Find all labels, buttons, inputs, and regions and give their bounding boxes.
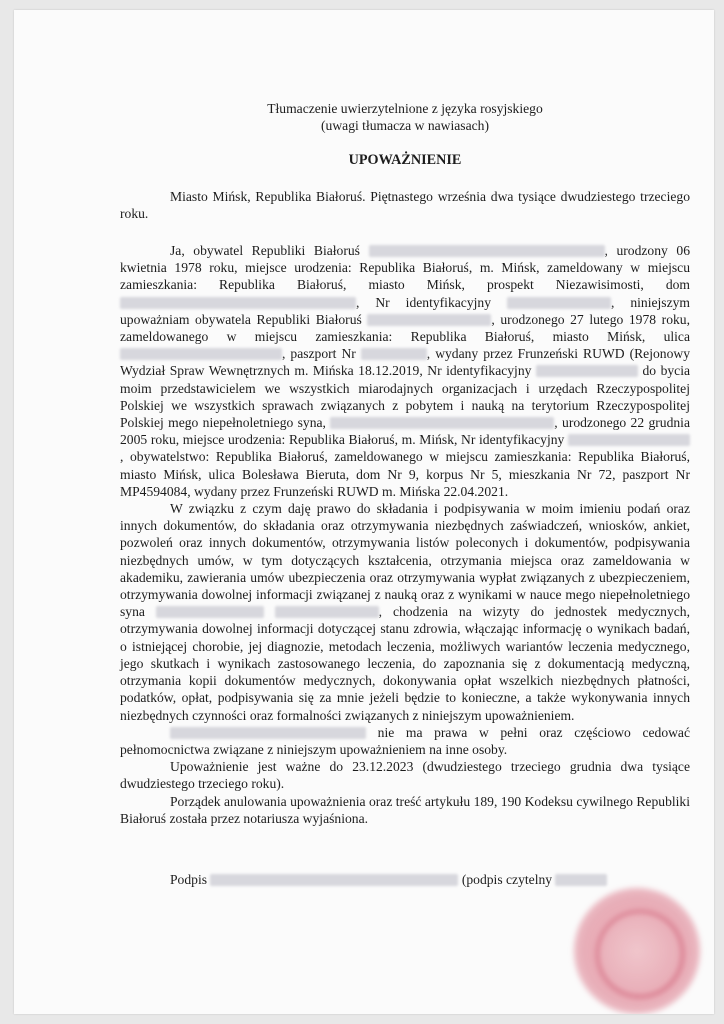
redacted-address: [120, 297, 356, 309]
signature-line: Podpis (podpis czytelny: [120, 871, 690, 888]
notary-stamp: [574, 888, 700, 1014]
translation-header: [120, 100, 690, 134]
redacted-name: [275, 606, 379, 618]
document-body: [120, 100, 690, 888]
redacted-signature: [555, 874, 607, 886]
redacted-id: [568, 434, 690, 446]
document-page: [14, 10, 714, 1014]
header-line-2: (uwagi tłumacza w nawiasach): [321, 118, 489, 134]
restriction-paragraph: nie ma prawa w pełni oraz częściowo cedować pełnomocnictwa związane z niniejszym upoważnieniem na inne osoby.: [120, 724, 690, 757]
validity-paragraph: Upoważnienie jest ważne do 23.12.2023 (dwudziestego trzeciego grudnia dwa tysiące dwudziestego trzeciego roku).: [120, 759, 690, 792]
redacted-id: [536, 365, 638, 377]
redacted-name: [367, 314, 491, 326]
notary-stamp-ring: [596, 910, 684, 998]
cancellation-paragraph: Porządek anulowania upoważnienia oraz treść artykułu 189, 190 Kodeksu cywilnego Republiki Białoruś została przez notariusza wyjaśniona.: [120, 793, 690, 826]
powers-paragraph: W związku z czym daję prawo do składania i podpisywania w moim imieniu podań oraz innych dokumentów, do składania oraz otrzymywania niezbędnych zaświadczeń, wniosków, ankiet, pozwoleń oraz innych dokumentów, otrzymywania listów poleconych i dokumentów, podpisywania niezbędnych umów, w tym dotyczących kształcenia, otrzymania miejsca oraz zameldowania w akademiku, zawierania umów ubezpieczenia oraz otrzymywania wypłat związanych z ubezpieczeniem, otrzymywania dowolnej informacji związanej z nauką oraz z wynikami w nauce mego niepełnoletniego syna , chodzenia na wizyty do jednostek medycznych, otrzymywania dowolnej informacji dotyczącej stanu zdrowia, włączając informację o wynikach badań, o istniejącej chorobie, jej diagnozie, metodach leczenia, możliwych wariantów leczenia medycznego, jego skutkach i wynikach zastosowanego leczenia, do zapoznania się z dokumentacją medyczną, otrzymania kopii dokumentów medycznych, dokonywania opłat wszelkich niezbędnych płatności, podatków, opłat, podpisywania się za mnie jeżeli będzie to konieczne, a także wykonywania innych niezbędnych czynności oraz formalności związanych z niniejszym upoważnieniem.: [120, 501, 690, 723]
redacted-name: [156, 606, 264, 618]
document-title: UPOWAŻNIENIE: [348, 152, 462, 169]
redacted-name: [369, 245, 605, 257]
redacted-address: [120, 348, 282, 360]
redacted-id: [507, 297, 611, 309]
redacted-name: [330, 417, 554, 429]
redacted-passport: [361, 348, 427, 360]
main-paragraph: Ja, obywatel Republiki Białoruś , urodzony 06 kwietnia 1978 roku, miejsce urodzenia: Republika Białoruś, m. Mińsk, zameldowany w miejscu zamieszkania: Republika Białoruś, miasto Mińsk, prospekt Niezawisimosti, dom , Nr identyfikacyjny , niniejszym upoważniam obywatela Republiki Białoruś , urodzonego 27 lutego 1978 roku, zameldowanego w miejscu zamieszkania: Republika Białoruś, miasto Mińsk, ulica , paszport Nr , wydany przez Frunzeński RUWD (Rejonowy Wydział Spraw Wewnętrznych m. Mińska 18.12.2019, Nr identyfikacyjny do bycia moim przedstawicielem we wszystkich miarodajnych organizacjach i urzędach Rzeczypospolitej Polskiej we wszystkich sprawach związanych z pobytem i nauką na terytorium Rzeczypospolitej Polskiej mego niepełnoletniego syna, , urodzonego 22 grudnia 2005 roku, miejsce urodzenia: Republika Białoruś, m. Mińsk, Nr identyfikacyjny , obywatelstwo: Republika Białoruś, zameldowanego w miejscu zamieszkania: Republika Białoruś, miasto Mińsk, ulica Bolesława Bieruta, dom Nr 9, korpus Nr 5, mieszkania Nr 72, paszport Nr MP4594084, wydany przez Frunzeński RUWD m. Mińska 22.04.2021.: [120, 243, 691, 499]
place-date-paragraph: Miasto Mińsk, Republika Białoruś. Piętnastego września dwa tysiące dwudziestego trzeciego roku.: [120, 188, 690, 221]
header-line-1: Tłumaczenie uwierzytelnione z języka rosyjskiego: [267, 101, 543, 116]
redacted-name: [170, 727, 366, 739]
redacted-signature-name: [210, 874, 458, 886]
